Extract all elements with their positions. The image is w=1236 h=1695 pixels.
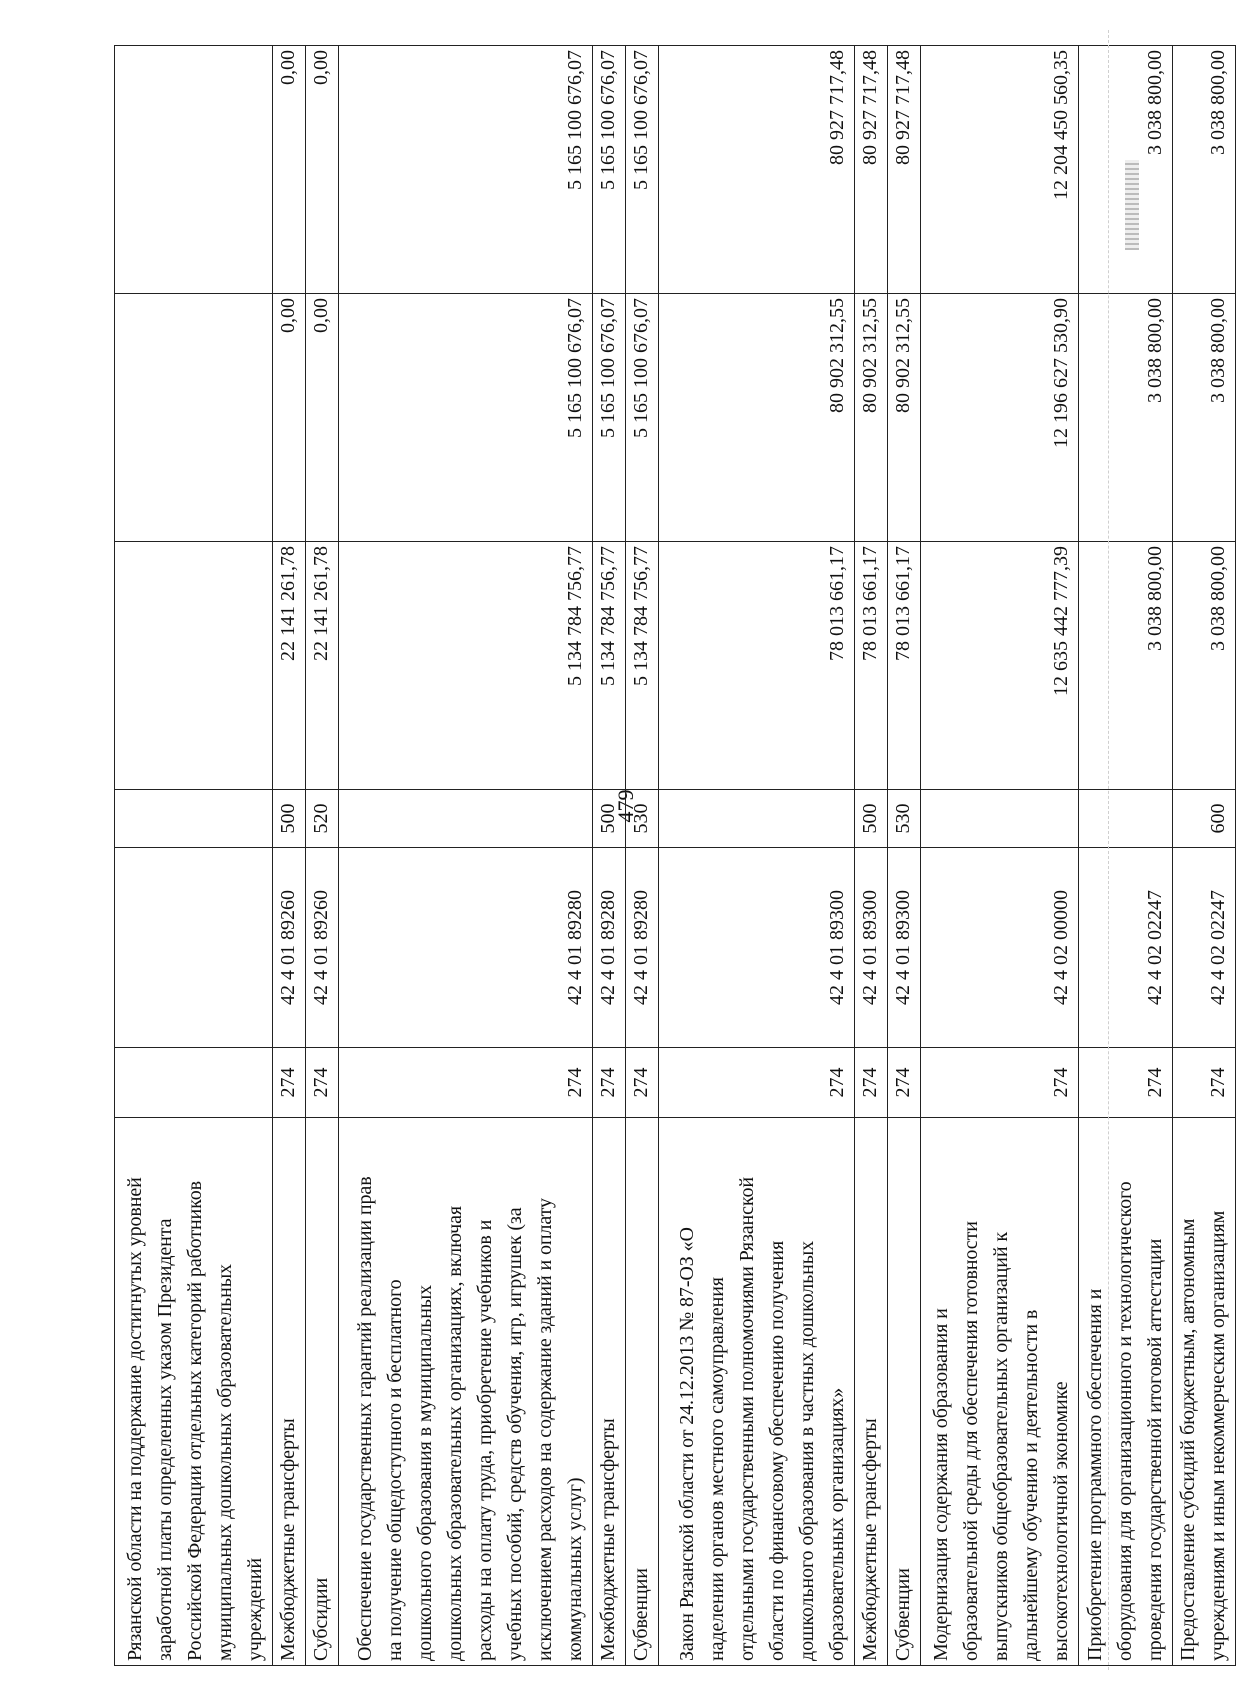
table-row bbox=[273, 46, 306, 1666]
expense-kind bbox=[115, 790, 273, 848]
amount-year-3 bbox=[115, 46, 273, 294]
description-line: расходы на оплату труда, приобретение учебников и bbox=[474, 1219, 496, 1661]
amount-year-3: 80 927 717,48 bbox=[888, 46, 921, 294]
amount-year-1 bbox=[115, 542, 273, 790]
admin-code: 274 bbox=[1079, 1048, 1173, 1118]
target-code: 42 4 02 02247 bbox=[1173, 848, 1236, 1048]
description-line: Межбюджетные трансферты bbox=[597, 1418, 619, 1661]
amount-year-1: 3 038 800,00 bbox=[1173, 542, 1236, 790]
admin-code: 274 bbox=[339, 1048, 593, 1118]
description-line: заработной платы определенных указом Президента bbox=[154, 1218, 176, 1661]
amount-year-2: 0,00 bbox=[306, 294, 339, 542]
admin-code: 274 bbox=[593, 1048, 626, 1118]
admin-code: 274 bbox=[659, 1048, 855, 1118]
budget-table-body bbox=[115, 46, 1236, 1666]
description-line: Межбюджетные трансферты bbox=[859, 1418, 881, 1661]
admin-code: 274 bbox=[626, 1048, 659, 1118]
scan-edge-noise bbox=[1108, 30, 1149, 1670]
amount-year-2: 0,00 bbox=[273, 294, 306, 542]
description-line: образовательных организациях» bbox=[826, 1387, 848, 1661]
amount-year-3: 5 165 100 676,07 bbox=[593, 46, 626, 294]
description-line: области по финансовому обеспечению получения bbox=[766, 1240, 788, 1661]
description-line: высокотехнологичной экономике bbox=[1050, 1381, 1072, 1661]
description-line: Субвенции bbox=[892, 1568, 914, 1661]
amount-year-3: 3 038 800,00 bbox=[1079, 46, 1173, 294]
amount-year-2: 5 165 100 676,07 bbox=[593, 294, 626, 542]
table-row bbox=[626, 46, 659, 1666]
description-line: муниципальных дошкольных образовательных bbox=[214, 1264, 236, 1661]
description-line: Модернизация содержания образования и bbox=[930, 1308, 952, 1661]
amount-year-3: 3 038 800,00 bbox=[1173, 46, 1236, 294]
row-description bbox=[626, 1118, 659, 1666]
description-line: Субвенции bbox=[630, 1568, 652, 1661]
description-line: Приобретение программного обеспечения и bbox=[1084, 1288, 1106, 1661]
amount-year-1: 5 134 784 756,77 bbox=[593, 542, 626, 790]
amount-year-1: 5 134 784 756,77 bbox=[626, 542, 659, 790]
amount-year-3: 0,00 bbox=[306, 46, 339, 294]
target-code: 42 4 01 89300 bbox=[659, 848, 855, 1048]
row-description bbox=[659, 1118, 855, 1666]
amount-year-1: 78 013 661,17 bbox=[888, 542, 921, 790]
target-code: 42 4 02 00000 bbox=[921, 848, 1079, 1048]
target-code: 42 4 01 89260 bbox=[306, 848, 339, 1048]
description-line: Закон Рязанской области от 24.12.2013 № 87-ОЗ «О bbox=[676, 1227, 698, 1661]
table-row bbox=[888, 46, 921, 1666]
row-description bbox=[593, 1118, 626, 1666]
table-row bbox=[593, 46, 626, 1666]
description-line: оборудования для организационного и технологического bbox=[1114, 1181, 1136, 1661]
amount-year-1: 5 134 784 756,77 bbox=[339, 542, 593, 790]
amount-year-1: 78 013 661,17 bbox=[659, 542, 855, 790]
amount-year-3: 5 165 100 676,07 bbox=[339, 46, 593, 294]
expense-kind: 530 bbox=[888, 790, 921, 848]
amount-year-1: 22 141 261,78 bbox=[306, 542, 339, 790]
description-line: выпускников общеобразовательных организаций к bbox=[990, 1231, 1012, 1661]
amount-year-3: 0,00 bbox=[273, 46, 306, 294]
description-line: Рязанской области на поддержание достигнутых уровней bbox=[124, 1177, 146, 1661]
row-description bbox=[855, 1118, 888, 1666]
target-code: 42 4 01 89260 bbox=[273, 848, 306, 1048]
target-code: 42 4 01 89300 bbox=[855, 848, 888, 1048]
expense-kind: 500 bbox=[273, 790, 306, 848]
description-line: Субсидии bbox=[310, 1577, 332, 1661]
row-description bbox=[888, 1118, 921, 1666]
budget-table bbox=[114, 45, 1236, 1666]
target-code: 42 4 01 89300 bbox=[888, 848, 921, 1048]
expense-kind: 500 bbox=[855, 790, 888, 848]
expense-kind: 600 bbox=[1173, 790, 1236, 848]
page-number: 479 bbox=[613, 789, 638, 823]
amount-year-2: 80 902 312,55 bbox=[659, 294, 855, 542]
description-line: коммунальных услуг) bbox=[564, 1477, 586, 1661]
description-line: учреждений bbox=[244, 1558, 266, 1661]
target-code bbox=[115, 848, 273, 1048]
amount-year-2: 3 038 800,00 bbox=[1173, 294, 1236, 542]
admin-code: 274 bbox=[306, 1048, 339, 1118]
amount-year-1: 12 635 442 777,39 bbox=[921, 542, 1079, 790]
description-line: дошкольных образовательных организациях, включая bbox=[444, 1205, 466, 1661]
description-line: Обеспечение государственных гарантий реализации прав bbox=[354, 1176, 376, 1661]
amount-year-2: 80 902 312,55 bbox=[888, 294, 921, 542]
amount-year-2: 3 038 800,00 bbox=[1079, 294, 1173, 542]
table-row bbox=[115, 46, 273, 1666]
admin-code: 274 bbox=[855, 1048, 888, 1118]
description-line: наделении органов местного самоуправления bbox=[706, 1277, 728, 1661]
admin-code: 274 bbox=[1173, 1048, 1236, 1118]
amount-year-3: 80 927 717,48 bbox=[659, 46, 855, 294]
row-description bbox=[115, 1118, 273, 1666]
expense-kind bbox=[921, 790, 1079, 848]
amount-year-3: 12 204 450 560,35 bbox=[921, 46, 1079, 294]
amount-year-2: 5 165 100 676,07 bbox=[339, 294, 593, 542]
amount-year-1: 78 013 661,17 bbox=[855, 542, 888, 790]
row-description bbox=[921, 1118, 1079, 1666]
table-row bbox=[855, 46, 888, 1666]
target-code: 42 4 01 89280 bbox=[626, 848, 659, 1048]
row-description bbox=[306, 1118, 339, 1666]
table-row bbox=[306, 46, 339, 1666]
amount-year-2: 5 165 100 676,07 bbox=[626, 294, 659, 542]
amount-year-1: 3 038 800,00 bbox=[1079, 542, 1173, 790]
admin-code: 274 bbox=[273, 1048, 306, 1118]
description-line: учебных пособий, средств обучения, игр, игрушек (за bbox=[504, 1207, 526, 1661]
description-line: Предоставление субсидий бюджетным, автономным bbox=[1177, 1218, 1199, 1661]
target-code: 42 4 01 89280 bbox=[339, 848, 593, 1048]
amount-year-3: 5 165 100 676,07 bbox=[626, 46, 659, 294]
table-row bbox=[339, 46, 593, 1666]
admin-code: 274 bbox=[888, 1048, 921, 1118]
description-line: Российской Федерации отдельных категорий работников bbox=[184, 1180, 206, 1661]
amount-year-1: 22 141 261,78 bbox=[273, 542, 306, 790]
description-line: дальнейшему обучению и деятельности в bbox=[1020, 1309, 1042, 1661]
amount-year-2: 12 196 627 530,90 bbox=[921, 294, 1079, 542]
row-description bbox=[339, 1118, 593, 1666]
description-line: исключением расходов на содержание зданий и оплату bbox=[534, 1198, 556, 1661]
expense-kind: 530 bbox=[626, 790, 659, 848]
expense-kind bbox=[659, 790, 855, 848]
expense-kind bbox=[339, 790, 593, 848]
table-row bbox=[921, 46, 1079, 1666]
description-line: Межбюджетные трансферты bbox=[277, 1418, 299, 1661]
budget-table-sheet bbox=[114, 46, 1229, 1666]
expense-kind: 520 bbox=[306, 790, 339, 848]
description-line: отдельными государственными полномочиями Рязанской bbox=[736, 1176, 758, 1661]
description-line: проведения государственной итоговой аттестации bbox=[1144, 1238, 1166, 1661]
amount-year-2 bbox=[115, 294, 273, 542]
expense-kind: 500 bbox=[593, 790, 626, 848]
amount-year-3: 80 927 717,48 bbox=[855, 46, 888, 294]
description-line: образовательной среды для обеспечения готовности bbox=[960, 1221, 982, 1661]
admin-code: 274 bbox=[921, 1048, 1079, 1118]
admin-code bbox=[115, 1048, 273, 1118]
scan-edge-mark bbox=[1125, 160, 1139, 250]
description-line: дошкольного образования в частных дошкольных bbox=[796, 1240, 818, 1661]
description-line: на получение общедоступного и бесплатного bbox=[384, 1279, 406, 1661]
row-description bbox=[273, 1118, 306, 1666]
target-code: 42 4 01 89280 bbox=[593, 848, 626, 1048]
description-line: учреждениям и иным некоммерческим организациям bbox=[1207, 1210, 1229, 1661]
description-line: дошкольного образования в муниципальных bbox=[414, 1284, 436, 1661]
amount-year-2: 80 902 312,55 bbox=[855, 294, 888, 542]
table-row bbox=[659, 46, 855, 1666]
row-description bbox=[1173, 1118, 1236, 1666]
target-code: 42 4 02 02247 bbox=[1079, 848, 1173, 1048]
table-row bbox=[1173, 46, 1236, 1666]
